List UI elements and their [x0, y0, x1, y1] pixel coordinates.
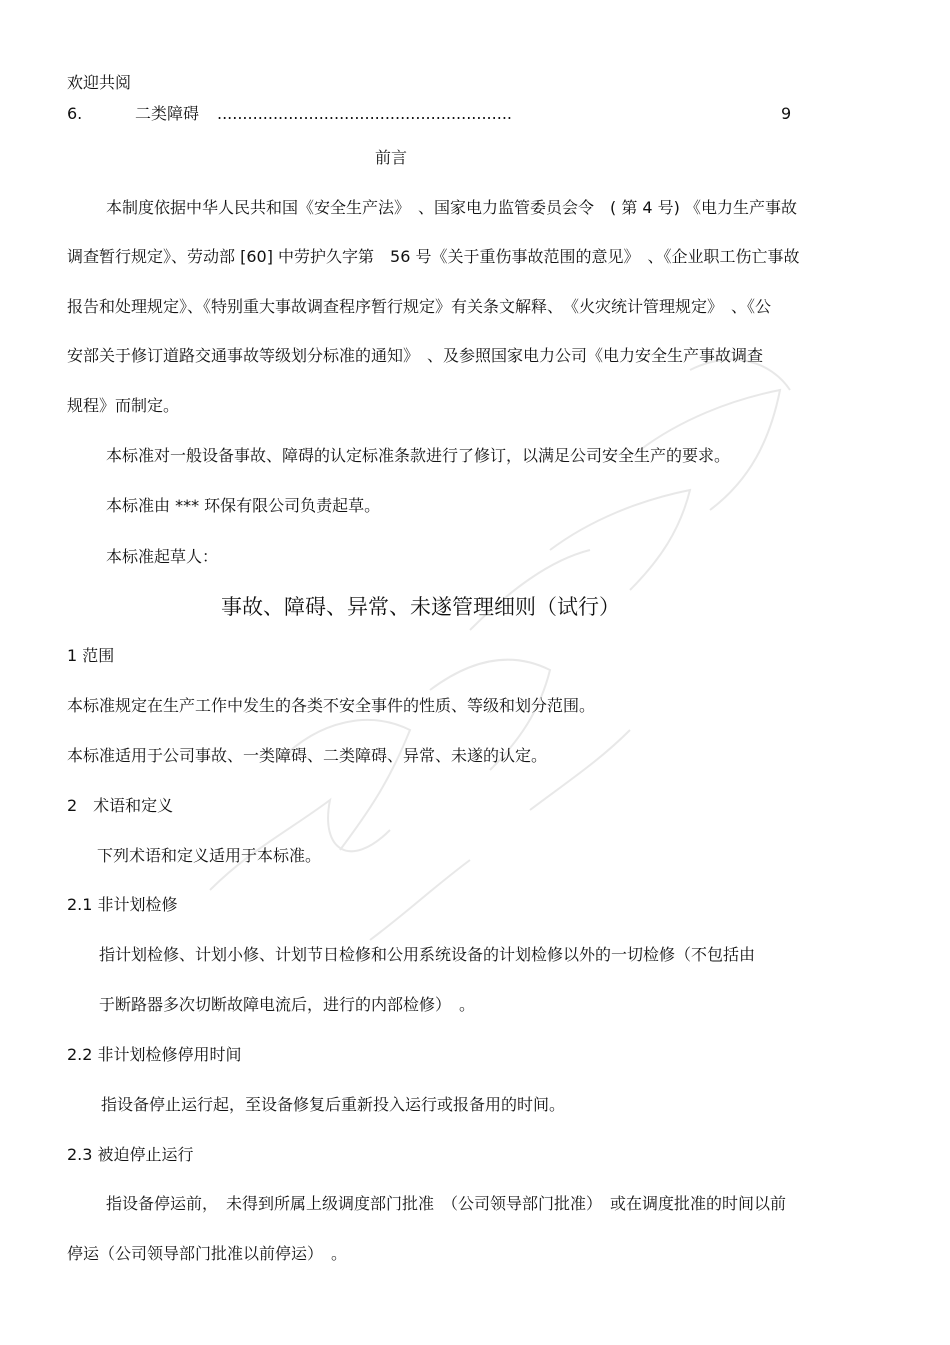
subsection-heading: 2.3 被迫停止运行 [67, 1145, 194, 1164]
watermark-graphic [170, 330, 870, 970]
preface-paragraph: 本标准起草人： [106, 547, 219, 566]
preface-paragraph: 本标准对一般设备事故、障碍的认定标准条款进行了修订，以满足公司安全生产的要求。 [106, 446, 731, 465]
preface-paragraph-line: 规程》而制定。 [67, 396, 180, 415]
subsection-text: 停运（公司领导部门批准以前停运） 。 [67, 1244, 348, 1263]
subsection-text: 指设备停止运行起，至设备修复后重新投入运行或报备用的时间。 [101, 1095, 566, 1114]
preface-paragraph-line: 安部关于修订道路交通事故等级划分标准的通知》 、及参照国家电力公司《电力安全生产事故调查 [67, 346, 764, 365]
section-text: 本标准适用于公司事故、一类障碍、二类障碍、异常、未遂的认定。 [67, 746, 548, 765]
subsection-text: 于断路器多次切断故障电流后，进行的内部检修） 。 [99, 995, 476, 1014]
toc-title: 二类障碍 [135, 104, 200, 123]
subsection-text: 指设备停运前， 未得到所属上级调度部门批准 （公司领导部门批准） 或在调度批准的时间以前 [106, 1194, 787, 1213]
toc-number: 6. [67, 104, 83, 123]
section-text: 下列术语和定义适用于本标准。 [97, 846, 322, 865]
subsection-heading: 2.2 非计划检修停用时间 [67, 1045, 242, 1064]
document-title: 事故、障碍、异常、未遂管理细则（试行） [221, 595, 620, 619]
subsection-text: 指计划检修、计划小修、计划节日检修和公用系统设备的计划检修以外的一切检修（不包括由 [99, 945, 756, 964]
toc-leader: .......................................................... [217, 104, 512, 123]
preface-paragraph-line: 本制度依据中华人民共和国《安全生产法》 、国家电力监管委员会令 ( 第 4 号) 《电力生产事故 [106, 198, 798, 217]
toc-page-number: 9 [781, 104, 792, 123]
page-header: 欢迎共阅 [67, 73, 132, 92]
subsection-heading: 2.1 非计划检修 [67, 895, 178, 914]
section-text: 本标准规定在生产工作中发生的各类不安全事件的性质、等级和划分范围。 [67, 696, 596, 715]
preface-paragraph-line: 调查暂行规定》、劳动部 [60] 中劳护久字第 56 号《关于重伤事故范围的意见》 、《企业职工伤亡事故 [67, 247, 800, 266]
section-heading: 1 范围 [67, 646, 115, 665]
preface-paragraph: 本标准由 *** 环保有限公司负责起草。 [106, 496, 381, 515]
preface-title: 前言 [375, 148, 408, 167]
preface-paragraph-line: 报告和处理规定》、《特别重大事故调查程序暂行规定》有关条文解释、 《火灾统计管理规定》 、《公 [67, 297, 772, 316]
section-heading: 2 术语和定义 [67, 796, 174, 815]
